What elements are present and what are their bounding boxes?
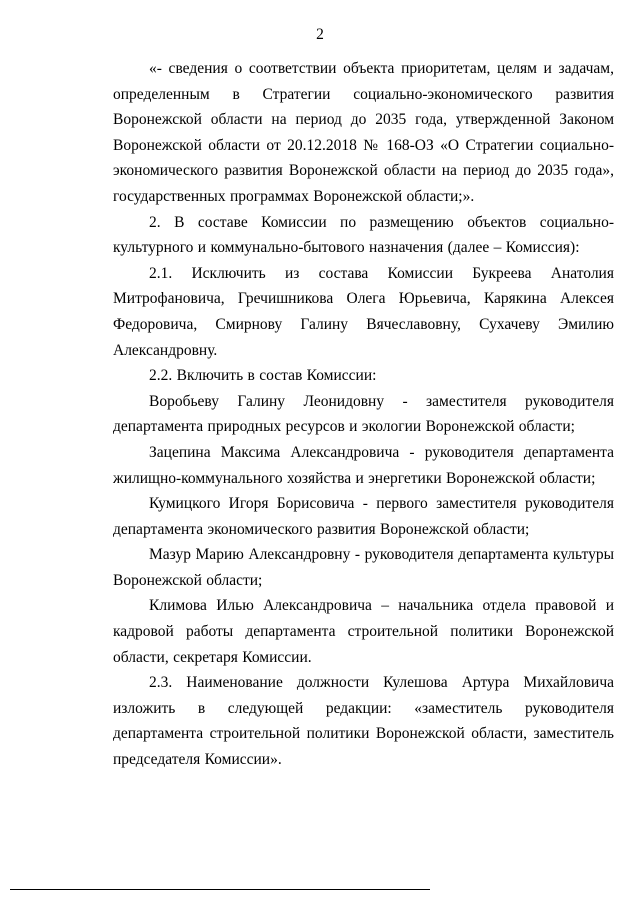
paragraph-2-1-exclude: 2.1. Исключить из состава Комиссии Букреева Анатолия Митрофановича, Гречишникова Олега Юрьевича, Карякина Алексея Федоровича, Смирнову Галину Вячеславовну, Сухачеву Эмилию Александровну. <box>113 264 614 359</box>
paragraph-2-2-include: 2.2. Включить в состав Комиссии: <box>149 367 377 385</box>
page-number: 2 <box>316 26 324 43</box>
paragraph-info-strategy: «- сведения о соответствии объекта приоритетам, целям и задачам, определенным в Стратегии социально-экономического развития Воронежской области на период до 2035 года, утвержденной Законом Воронежской области от 20.12.2018 № 168-ОЗ «О Стратегии социально-экономического развития Воронежской области на период до 2035 года», государственных программах Воронежской области;». <box>113 60 614 205</box>
footer-divider <box>10 889 430 890</box>
member-vorobyeva: Воробьеву Галину Леонидовну - заместителя руководителя департамента природных ресурсов и экологии Воронежской области; <box>113 392 614 436</box>
member-kumitsky: Кумицкого Игоря Борисовича - первого заместителя руководителя департамента экономического развития Воронежской области; <box>113 495 614 538</box>
member-klimov: Климова Илью Александровича – начальника отдела правовой и кадровой работы департамента строительной политики Воронежской области, секретаря Комиссии. <box>113 597 614 666</box>
paragraph-2-commission: 2. В составе Комиссии по размещению объектов социально-культурного и коммунально-бытового назначения (далее – Комиссия): <box>113 213 614 257</box>
document-body <box>113 56 614 773</box>
member-mazur: Мазур Марию Александровну - руководителя департамента культуры Воронежской области; <box>113 546 614 589</box>
member-zatsepin: Зацепина Максима Александровича - руководителя департамента жилищно-коммунального хозяйства и энергетики Воронежской области; <box>113 443 614 487</box>
paragraph-2-3-position: 2.3. Наименование должности Кулешова Артура Михайловича изложить в следующей редакции: «заместитель руководителя департамента строительной политики Воронежской области, заместитель председателя Комиссии». <box>113 674 614 769</box>
